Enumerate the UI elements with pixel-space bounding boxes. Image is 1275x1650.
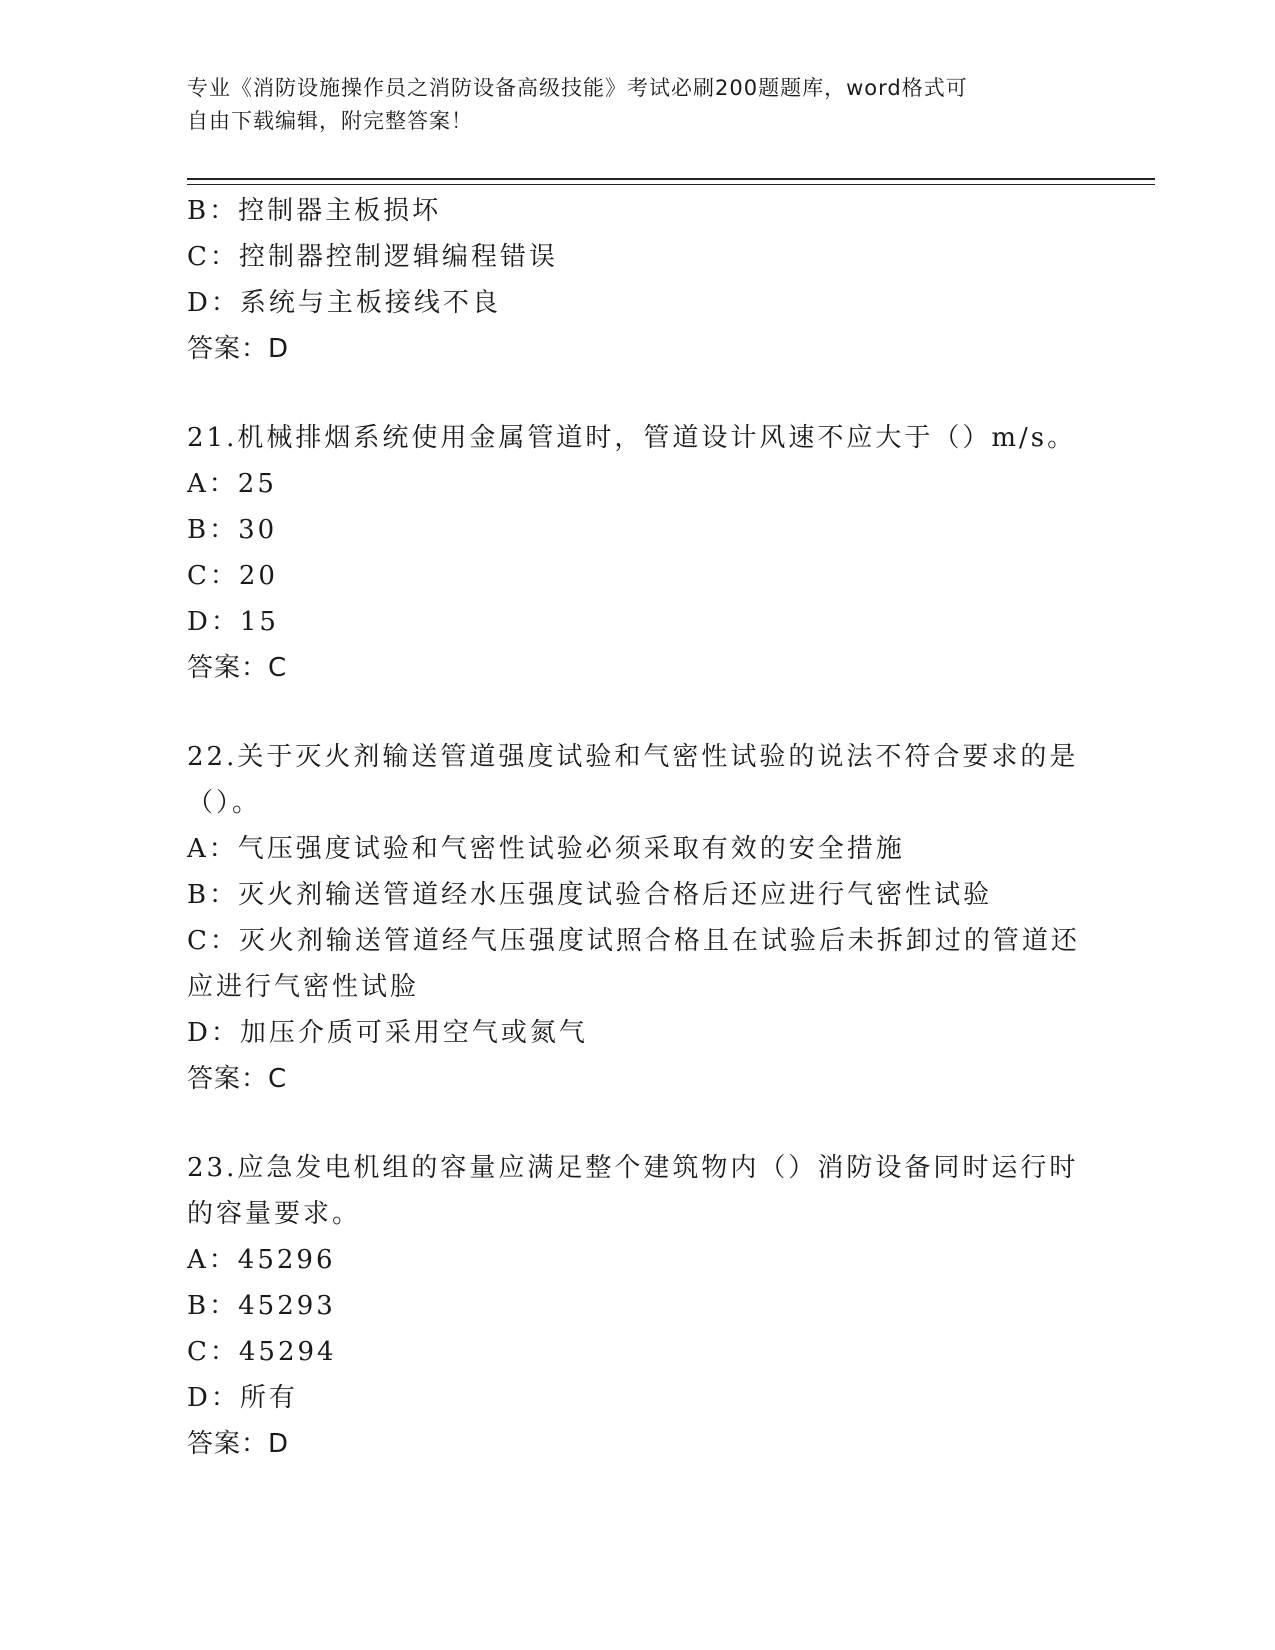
question-stem-continued: （）。 [187, 788, 262, 818]
question-23 [187, 1145, 1079, 1467]
question-stem: 21.机械排烟系统使用金属管道时，管道设计风速不应大于（）m/s。 [187, 423, 1077, 453]
option-c: C：控制器控制逻辑编程错误 [187, 242, 558, 272]
answer-line: 答案：D [187, 1429, 290, 1459]
question-22 [187, 734, 1080, 1102]
option-d: D：15 [187, 607, 279, 637]
answer-line: 答案：D [187, 334, 290, 364]
option-c-continued: 应进行气密性试脸 [187, 972, 420, 1002]
answer-line: 答案：C [187, 1064, 288, 1094]
option-d: D：系统与主板接线不良 [187, 288, 501, 318]
option-b: B：控制器主板损坏 [187, 196, 442, 226]
answer-line: 答案：C [187, 653, 288, 683]
header-line-1: 专业《消防设施操作员之消防设备高级技能》考试必刷200题题库，word格式可 [187, 76, 968, 100]
prev-question-block [187, 188, 1067, 372]
option-a: A：45296 [187, 1245, 336, 1275]
option-d: D：加压介质可采用空气或氮气 [187, 1018, 588, 1048]
document-page [187, 0, 1147, 1650]
header-line-2: 自由下载编辑，附完整答案！ [187, 109, 473, 133]
question-spacer [187, 1102, 1067, 1145]
option-d: D：所有 [187, 1383, 298, 1413]
question-stem: 23.应急发电机组的容量应满足整个建筑物内（）消防设备同时运行时 [187, 1153, 1079, 1183]
question-content [187, 188, 1080, 1467]
option-a: A：气压强度试验和气密性试验必须采取有效的安全措施 [187, 834, 905, 864]
question-spacer [187, 691, 1067, 734]
document-header [187, 72, 1067, 138]
option-c: C：20 [187, 561, 278, 591]
option-c: C：45294 [187, 1337, 337, 1367]
option-b: B：45293 [187, 1291, 336, 1321]
question-stem: 22.关于灭火剂输送管道强度试验和气密性试验的说法不符合要求的是 [187, 742, 1079, 772]
header-rule-thin [187, 184, 1155, 185]
header-rule-thick [187, 178, 1155, 180]
option-a: A：25 [187, 469, 277, 499]
question-spacer [187, 372, 1067, 415]
question-stem-continued: 的容量要求。 [187, 1199, 362, 1229]
option-b: B：30 [187, 515, 278, 545]
option-b: B：灭火剂输送管道经水压强度试验合格后还应进行气密性试验 [187, 880, 993, 910]
option-c: C：灭火剂输送管道经气压强度试照合格且在试验后未拆卸过的管道还 [187, 926, 1080, 956]
question-21 [187, 415, 1077, 691]
